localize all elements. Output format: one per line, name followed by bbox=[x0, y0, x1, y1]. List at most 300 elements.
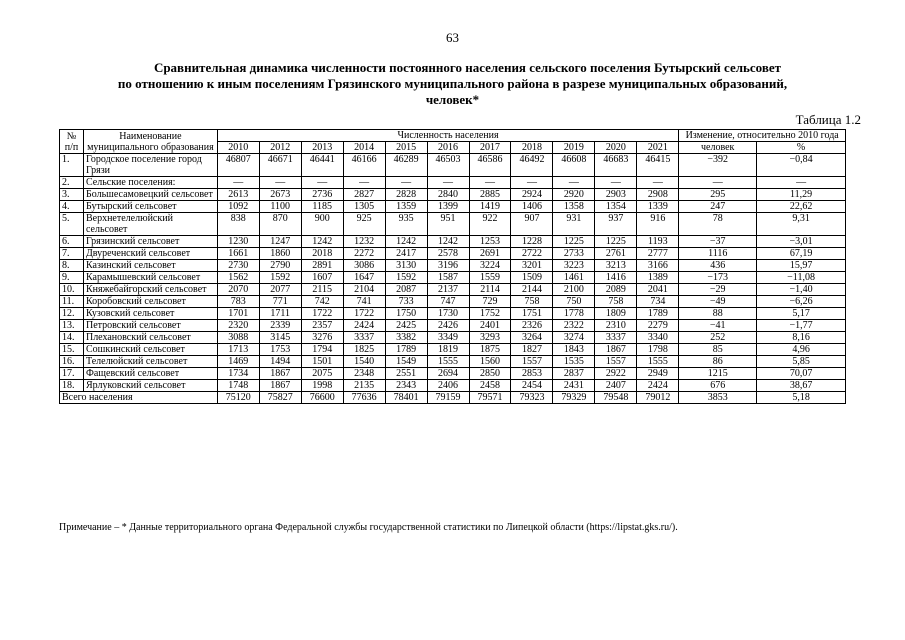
population-value: 1819 bbox=[427, 344, 469, 356]
population-value: 1399 bbox=[427, 201, 469, 213]
population-value: 2322 bbox=[553, 320, 595, 332]
row-number: 1. bbox=[60, 154, 84, 177]
change-people: 295 bbox=[679, 189, 757, 201]
population-value: 1867 bbox=[595, 344, 637, 356]
population-value: 3088 bbox=[217, 332, 259, 344]
population-value: 729 bbox=[469, 296, 511, 308]
population-value: 2828 bbox=[385, 189, 427, 201]
population-value: 2673 bbox=[259, 189, 301, 201]
population-value: 3213 bbox=[595, 260, 637, 272]
page-number: 63 bbox=[446, 30, 459, 45]
row-number: 18. bbox=[60, 380, 84, 392]
row-number: 7. bbox=[60, 248, 84, 260]
table-row bbox=[60, 154, 846, 177]
population-value: 2694 bbox=[427, 368, 469, 380]
header-change-people: человек bbox=[679, 142, 757, 154]
population-value: 46807 bbox=[217, 154, 259, 177]
header-year: 2012 bbox=[259, 142, 301, 154]
population-value: 3274 bbox=[553, 332, 595, 344]
table-row bbox=[60, 260, 846, 272]
population-value: 783 bbox=[217, 296, 259, 308]
population-value: 3337 bbox=[595, 332, 637, 344]
change-pct: 5,85 bbox=[757, 356, 846, 368]
population-value: 1242 bbox=[385, 236, 427, 248]
population-value: — bbox=[469, 177, 511, 189]
population-value: 2885 bbox=[469, 189, 511, 201]
population-value: 3337 bbox=[343, 332, 385, 344]
population-value: 1100 bbox=[259, 201, 301, 213]
population-value: — bbox=[511, 177, 553, 189]
population-value: 3196 bbox=[427, 260, 469, 272]
population-value: 1242 bbox=[427, 236, 469, 248]
header-change: Изменение, относительно 2010 года bbox=[679, 130, 846, 142]
table-row bbox=[60, 308, 846, 320]
population-value: 1406 bbox=[511, 201, 553, 213]
population-value: 46415 bbox=[637, 154, 679, 177]
population-value: 758 bbox=[511, 296, 553, 308]
change-pct: −1,40 bbox=[757, 284, 846, 296]
population-value: 2406 bbox=[427, 380, 469, 392]
population-value: 3276 bbox=[301, 332, 343, 344]
population-value: 1509 bbox=[511, 272, 553, 284]
change-people: 78 bbox=[679, 213, 757, 236]
population-value: 2733 bbox=[553, 248, 595, 260]
population-value: 2691 bbox=[469, 248, 511, 260]
population-value: 1734 bbox=[217, 368, 259, 380]
population-value: 2424 bbox=[343, 320, 385, 332]
change-people: 676 bbox=[679, 380, 757, 392]
row-number: 3. bbox=[60, 189, 84, 201]
population-value: 1809 bbox=[595, 308, 637, 320]
population-value: 1358 bbox=[553, 201, 595, 213]
row-number: 14. bbox=[60, 332, 84, 344]
header-year: 2010 bbox=[217, 142, 259, 154]
population-value: 3166 bbox=[637, 260, 679, 272]
population-value: 1232 bbox=[343, 236, 385, 248]
population-value: 734 bbox=[637, 296, 679, 308]
total-value: 79329 bbox=[553, 392, 595, 404]
population-value: 3223 bbox=[553, 260, 595, 272]
population-value: 1789 bbox=[637, 308, 679, 320]
population-value: 2777 bbox=[637, 248, 679, 260]
population-value: 2903 bbox=[595, 189, 637, 201]
population-value: 46503 bbox=[427, 154, 469, 177]
table-row bbox=[60, 201, 846, 213]
population-value: 2922 bbox=[595, 368, 637, 380]
population-value: 2077 bbox=[259, 284, 301, 296]
population-value: — bbox=[427, 177, 469, 189]
population-value: 1751 bbox=[511, 308, 553, 320]
row-number: 15. bbox=[60, 344, 84, 356]
change-people: −392 bbox=[679, 154, 757, 177]
table-row bbox=[60, 320, 846, 332]
population-value: 2924 bbox=[511, 189, 553, 201]
row-name: Большесамовецкий сельсовет bbox=[83, 189, 217, 201]
population-value: 1225 bbox=[595, 236, 637, 248]
population-value: 931 bbox=[553, 213, 595, 236]
population-value: 2357 bbox=[301, 320, 343, 332]
population-value: 3293 bbox=[469, 332, 511, 344]
population-value: 3264 bbox=[511, 332, 553, 344]
population-value: 2730 bbox=[217, 260, 259, 272]
table-row bbox=[60, 356, 846, 368]
population-value: 771 bbox=[259, 296, 301, 308]
population-value: 1661 bbox=[217, 248, 259, 260]
row-name: Верхнетелелюйский сельсовет bbox=[83, 213, 217, 236]
population-value: 1416 bbox=[595, 272, 637, 284]
row-number: 12. bbox=[60, 308, 84, 320]
population-value: 925 bbox=[343, 213, 385, 236]
population-value: 2089 bbox=[595, 284, 637, 296]
population-value: 46289 bbox=[385, 154, 427, 177]
change-pct: 11,29 bbox=[757, 189, 846, 201]
header-num: № п/п bbox=[60, 130, 84, 154]
total-label: Всего населения bbox=[60, 392, 218, 404]
population-value: 2761 bbox=[595, 248, 637, 260]
population-value: 1389 bbox=[637, 272, 679, 284]
row-name: Карамышевский сельсовет bbox=[83, 272, 217, 284]
row-name: Сошкинский сельсовет bbox=[83, 344, 217, 356]
population-value: 1713 bbox=[217, 344, 259, 356]
population-value: 1592 bbox=[259, 272, 301, 284]
population-value: 1587 bbox=[427, 272, 469, 284]
row-name: Сельские поселения: bbox=[83, 177, 217, 189]
population-value: 2401 bbox=[469, 320, 511, 332]
population-value: 2417 bbox=[385, 248, 427, 260]
table-row bbox=[60, 236, 846, 248]
population-value: 1230 bbox=[217, 236, 259, 248]
population-value: 46671 bbox=[259, 154, 301, 177]
header-year: 2020 bbox=[595, 142, 637, 154]
header-year: 2015 bbox=[385, 142, 427, 154]
population-value: 1305 bbox=[343, 201, 385, 213]
population-table bbox=[59, 129, 846, 404]
population-value: 46492 bbox=[511, 154, 553, 177]
header-year: 2021 bbox=[637, 142, 679, 154]
population-value: 46166 bbox=[343, 154, 385, 177]
change-people: −173 bbox=[679, 272, 757, 284]
change-pct: −3,01 bbox=[757, 236, 846, 248]
population-value: 2908 bbox=[637, 189, 679, 201]
population-value: 747 bbox=[427, 296, 469, 308]
table-row bbox=[60, 213, 846, 236]
change-people: 86 bbox=[679, 356, 757, 368]
population-value: 1592 bbox=[385, 272, 427, 284]
population-value: 1540 bbox=[343, 356, 385, 368]
population-value: 3130 bbox=[385, 260, 427, 272]
population-value: 3224 bbox=[469, 260, 511, 272]
population-value: 2578 bbox=[427, 248, 469, 260]
population-value: 1753 bbox=[259, 344, 301, 356]
change-people: −37 bbox=[679, 236, 757, 248]
population-value: 951 bbox=[427, 213, 469, 236]
change-pct: 38,67 bbox=[757, 380, 846, 392]
total-value: 79548 bbox=[595, 392, 637, 404]
population-value: 1469 bbox=[217, 356, 259, 368]
change-people: 85 bbox=[679, 344, 757, 356]
population-value: 1701 bbox=[217, 308, 259, 320]
population-value: 3086 bbox=[343, 260, 385, 272]
change-people: −41 bbox=[679, 320, 757, 332]
population-value: 2137 bbox=[427, 284, 469, 296]
population-value: — bbox=[217, 177, 259, 189]
change-pct: 15,97 bbox=[757, 260, 846, 272]
population-value: 916 bbox=[637, 213, 679, 236]
population-value: 1730 bbox=[427, 308, 469, 320]
population-value: 2613 bbox=[217, 189, 259, 201]
population-value: 1607 bbox=[301, 272, 343, 284]
change-pct: 8,16 bbox=[757, 332, 846, 344]
table-title bbox=[40, 60, 865, 108]
population-value: 2424 bbox=[637, 380, 679, 392]
row-name: Кузовский сельсовет bbox=[83, 308, 217, 320]
population-value: 2104 bbox=[343, 284, 385, 296]
population-value: 2949 bbox=[637, 368, 679, 380]
population-value: 2458 bbox=[469, 380, 511, 392]
population-value: 935 bbox=[385, 213, 427, 236]
population-value: 1827 bbox=[511, 344, 553, 356]
total-value: 78401 bbox=[385, 392, 427, 404]
footnote: Примечание – * Данные территориального органа Федеральной службы государственной статистики по Липецкой области (https://lipstat.gks.ru/). bbox=[59, 522, 678, 533]
population-value: 1750 bbox=[385, 308, 427, 320]
population-value: 2100 bbox=[553, 284, 595, 296]
total-value: 79012 bbox=[637, 392, 679, 404]
population-value: 1560 bbox=[469, 356, 511, 368]
population-value: 1722 bbox=[301, 308, 343, 320]
population-value: 1193 bbox=[637, 236, 679, 248]
population-value: 741 bbox=[343, 296, 385, 308]
population-value: 1998 bbox=[301, 380, 343, 392]
header-year: 2016 bbox=[427, 142, 469, 154]
change-pct: 9,31 bbox=[757, 213, 846, 236]
population-value: 922 bbox=[469, 213, 511, 236]
population-value: — bbox=[343, 177, 385, 189]
population-value: 3349 bbox=[427, 332, 469, 344]
population-value: 1225 bbox=[553, 236, 595, 248]
population-value: 1562 bbox=[217, 272, 259, 284]
population-value: — bbox=[301, 177, 343, 189]
total-change-people: 3853 bbox=[679, 392, 757, 404]
header-row-1 bbox=[60, 130, 846, 142]
row-number: 8. bbox=[60, 260, 84, 272]
row-number: 4. bbox=[60, 201, 84, 213]
population-value: 1549 bbox=[385, 356, 427, 368]
population-value: 1867 bbox=[259, 380, 301, 392]
population-value: 1875 bbox=[469, 344, 511, 356]
header-change-pct: % bbox=[757, 142, 846, 154]
table-body bbox=[60, 154, 846, 404]
population-value: 758 bbox=[595, 296, 637, 308]
population-value: 1228 bbox=[511, 236, 553, 248]
table-row bbox=[60, 296, 846, 308]
population-value: 870 bbox=[259, 213, 301, 236]
population-value: 2736 bbox=[301, 189, 343, 201]
population-value: 1253 bbox=[469, 236, 511, 248]
row-name: Петровский сельсовет bbox=[83, 320, 217, 332]
change-people: −29 bbox=[679, 284, 757, 296]
change-people: −49 bbox=[679, 296, 757, 308]
population-value: 1867 bbox=[259, 368, 301, 380]
title-line-3: человек* bbox=[425, 92, 480, 107]
population-value: 1359 bbox=[385, 201, 427, 213]
population-value: 2407 bbox=[595, 380, 637, 392]
population-value: 2070 bbox=[217, 284, 259, 296]
population-value: 937 bbox=[595, 213, 637, 236]
population-value: 1242 bbox=[301, 236, 343, 248]
population-value: 2339 bbox=[259, 320, 301, 332]
row-number: 5. bbox=[60, 213, 84, 236]
population-value: 1752 bbox=[469, 308, 511, 320]
population-value: 46608 bbox=[553, 154, 595, 177]
title-line-2: по отношению к иным поселениям Грязинского муниципального района в разрезе муниципальных образований, bbox=[117, 76, 788, 91]
population-value: 2320 bbox=[217, 320, 259, 332]
total-value: 79323 bbox=[511, 392, 553, 404]
change-people: — bbox=[679, 177, 757, 189]
change-pct: 70,07 bbox=[757, 368, 846, 380]
table-row bbox=[60, 177, 846, 189]
population-value: 2426 bbox=[427, 320, 469, 332]
row-number: 17. bbox=[60, 368, 84, 380]
total-value: 75827 bbox=[259, 392, 301, 404]
population-value: 1339 bbox=[637, 201, 679, 213]
title-line-1: Сравнительная динамика численности постоянного населения сельского поселения Бутырский сельсовет bbox=[153, 60, 782, 75]
population-value: 3145 bbox=[259, 332, 301, 344]
change-people: 252 bbox=[679, 332, 757, 344]
population-value: 1419 bbox=[469, 201, 511, 213]
population-value: 1555 bbox=[637, 356, 679, 368]
population-value: 1778 bbox=[553, 308, 595, 320]
row-name: Телелюйский сельсовет bbox=[83, 356, 217, 368]
row-name: Казинский сельсовет bbox=[83, 260, 217, 272]
population-value: 1825 bbox=[343, 344, 385, 356]
change-pct: −11,08 bbox=[757, 272, 846, 284]
row-name: Ярлуковский сельсовет bbox=[83, 380, 217, 392]
population-value: 907 bbox=[511, 213, 553, 236]
population-value: 46683 bbox=[595, 154, 637, 177]
population-value: 2425 bbox=[385, 320, 427, 332]
row-number: 6. bbox=[60, 236, 84, 248]
population-value: 1794 bbox=[301, 344, 343, 356]
row-name: Городское поселение город Грязи bbox=[83, 154, 217, 177]
header-year: 2013 bbox=[301, 142, 343, 154]
change-pct: −0,84 bbox=[757, 154, 846, 177]
header-year: 2019 bbox=[553, 142, 595, 154]
total-row bbox=[60, 392, 846, 404]
row-number: 16. bbox=[60, 356, 84, 368]
header-population: Численность населения bbox=[217, 130, 678, 142]
population-value: 900 bbox=[301, 213, 343, 236]
table-row bbox=[60, 248, 846, 260]
total-value: 79571 bbox=[469, 392, 511, 404]
total-value: 76600 bbox=[301, 392, 343, 404]
row-name: Двуреченский сельсовет bbox=[83, 248, 217, 260]
population-value: 2837 bbox=[553, 368, 595, 380]
population-value: 1535 bbox=[553, 356, 595, 368]
population-value: — bbox=[259, 177, 301, 189]
population-value: 2310 bbox=[595, 320, 637, 332]
population-value: 1557 bbox=[595, 356, 637, 368]
table-row bbox=[60, 368, 846, 380]
population-value: 3382 bbox=[385, 332, 427, 344]
row-name: Грязинский сельсовет bbox=[83, 236, 217, 248]
population-value: 1555 bbox=[427, 356, 469, 368]
population-value: 1185 bbox=[301, 201, 343, 213]
population-value: 2920 bbox=[553, 189, 595, 201]
population-value: 2853 bbox=[511, 368, 553, 380]
population-value: 2272 bbox=[343, 248, 385, 260]
row-number: 9. bbox=[60, 272, 84, 284]
total-value: 79159 bbox=[427, 392, 469, 404]
population-value: 2041 bbox=[637, 284, 679, 296]
population-value: 2454 bbox=[511, 380, 553, 392]
table-row bbox=[60, 284, 846, 296]
table-row bbox=[60, 189, 846, 201]
population-value: 1354 bbox=[595, 201, 637, 213]
population-value: 1722 bbox=[343, 308, 385, 320]
population-value: 2326 bbox=[511, 320, 553, 332]
population-value: 1789 bbox=[385, 344, 427, 356]
table-row bbox=[60, 332, 846, 344]
population-value: 838 bbox=[217, 213, 259, 236]
population-value: — bbox=[637, 177, 679, 189]
population-value: 1092 bbox=[217, 201, 259, 213]
row-name: Бутырский сельсовет bbox=[83, 201, 217, 213]
population-value: 1559 bbox=[469, 272, 511, 284]
change-pct: 4,96 bbox=[757, 344, 846, 356]
table-label: Таблица 1.2 bbox=[795, 112, 861, 127]
population-value: 2087 bbox=[385, 284, 427, 296]
population-value: 2840 bbox=[427, 189, 469, 201]
row-number: 11. bbox=[60, 296, 84, 308]
population-value: 2144 bbox=[511, 284, 553, 296]
header-name: Наименование муниципального образования bbox=[83, 130, 217, 154]
table-row bbox=[60, 272, 846, 284]
header-year: 2018 bbox=[511, 142, 553, 154]
change-pct: 5,17 bbox=[757, 308, 846, 320]
population-value: 2722 bbox=[511, 248, 553, 260]
population-value: 3201 bbox=[511, 260, 553, 272]
population-value: 2114 bbox=[469, 284, 511, 296]
header-year: 2017 bbox=[469, 142, 511, 154]
population-value: — bbox=[553, 177, 595, 189]
row-name: Коробовский сельсовет bbox=[83, 296, 217, 308]
population-value: — bbox=[595, 177, 637, 189]
change-pct: −1,77 bbox=[757, 320, 846, 332]
change-people: 247 bbox=[679, 201, 757, 213]
population-value: 2135 bbox=[343, 380, 385, 392]
population-value: 2075 bbox=[301, 368, 343, 380]
header-year: 2014 bbox=[343, 142, 385, 154]
change-pct: — bbox=[757, 177, 846, 189]
change-people: 1215 bbox=[679, 368, 757, 380]
row-number: 2. bbox=[60, 177, 84, 189]
population-value: 46441 bbox=[301, 154, 343, 177]
total-change-pct: 5,18 bbox=[757, 392, 846, 404]
row-name: Плехановский сельсовет bbox=[83, 332, 217, 344]
population-value: 2827 bbox=[343, 189, 385, 201]
change-people: 1116 bbox=[679, 248, 757, 260]
population-value: 1494 bbox=[259, 356, 301, 368]
population-value: 2431 bbox=[553, 380, 595, 392]
population-value: 2279 bbox=[637, 320, 679, 332]
population-value: 2348 bbox=[343, 368, 385, 380]
population-value: 2343 bbox=[385, 380, 427, 392]
population-value: 1711 bbox=[259, 308, 301, 320]
population-value: 733 bbox=[385, 296, 427, 308]
population-value: 46586 bbox=[469, 154, 511, 177]
row-name: Фащевский сельсовет bbox=[83, 368, 217, 380]
population-value: 1798 bbox=[637, 344, 679, 356]
